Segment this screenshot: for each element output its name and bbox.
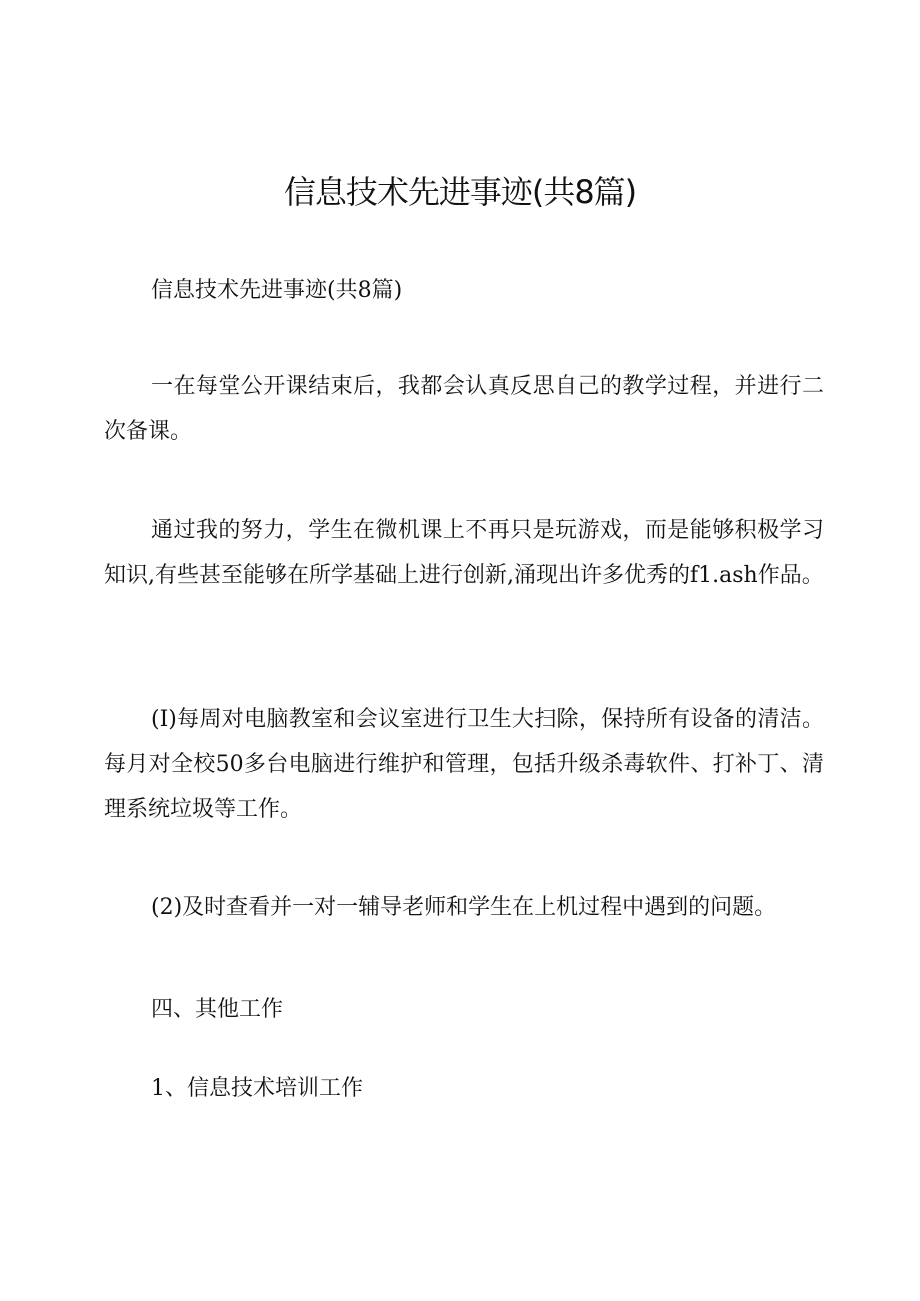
document-subtitle: 信息技术先进事迹(共8篇) [151, 278, 403, 303]
section-heading-other-work: 四、其他工作 [151, 997, 284, 1022]
paragraph-tutoring: (2)及时查看并一对一辅导老师和学生在上机过程中遇到的问题。 [151, 895, 777, 920]
subsection-heading-training: 1、信息技术培训工作 [151, 1076, 363, 1101]
document-title: 信息技术先进事迹(共8篇) [283, 173, 637, 211]
paragraph-maintenance: (I)每周对电脑教室和会议室进行卫生大扫除，保持所有设备的清洁。每月对全校50多台电脑进行维护和管理，包括升级杀毒软件、打补丁、清理系统垃圾等工作。 [104, 707, 824, 822]
paragraph-reflection: 一在每堂公开课结束后，我都会认真反思自己的教学过程，并进行二次备课。 [104, 374, 824, 444]
paragraph-student-progress: 通过我的努力，学生在微机课上不再只是玩游戏，而是能够积极学习知识,有些甚至能够在所学基础上进行创新,涌现出许多优秀的f1.ash作品。 [104, 518, 824, 588]
